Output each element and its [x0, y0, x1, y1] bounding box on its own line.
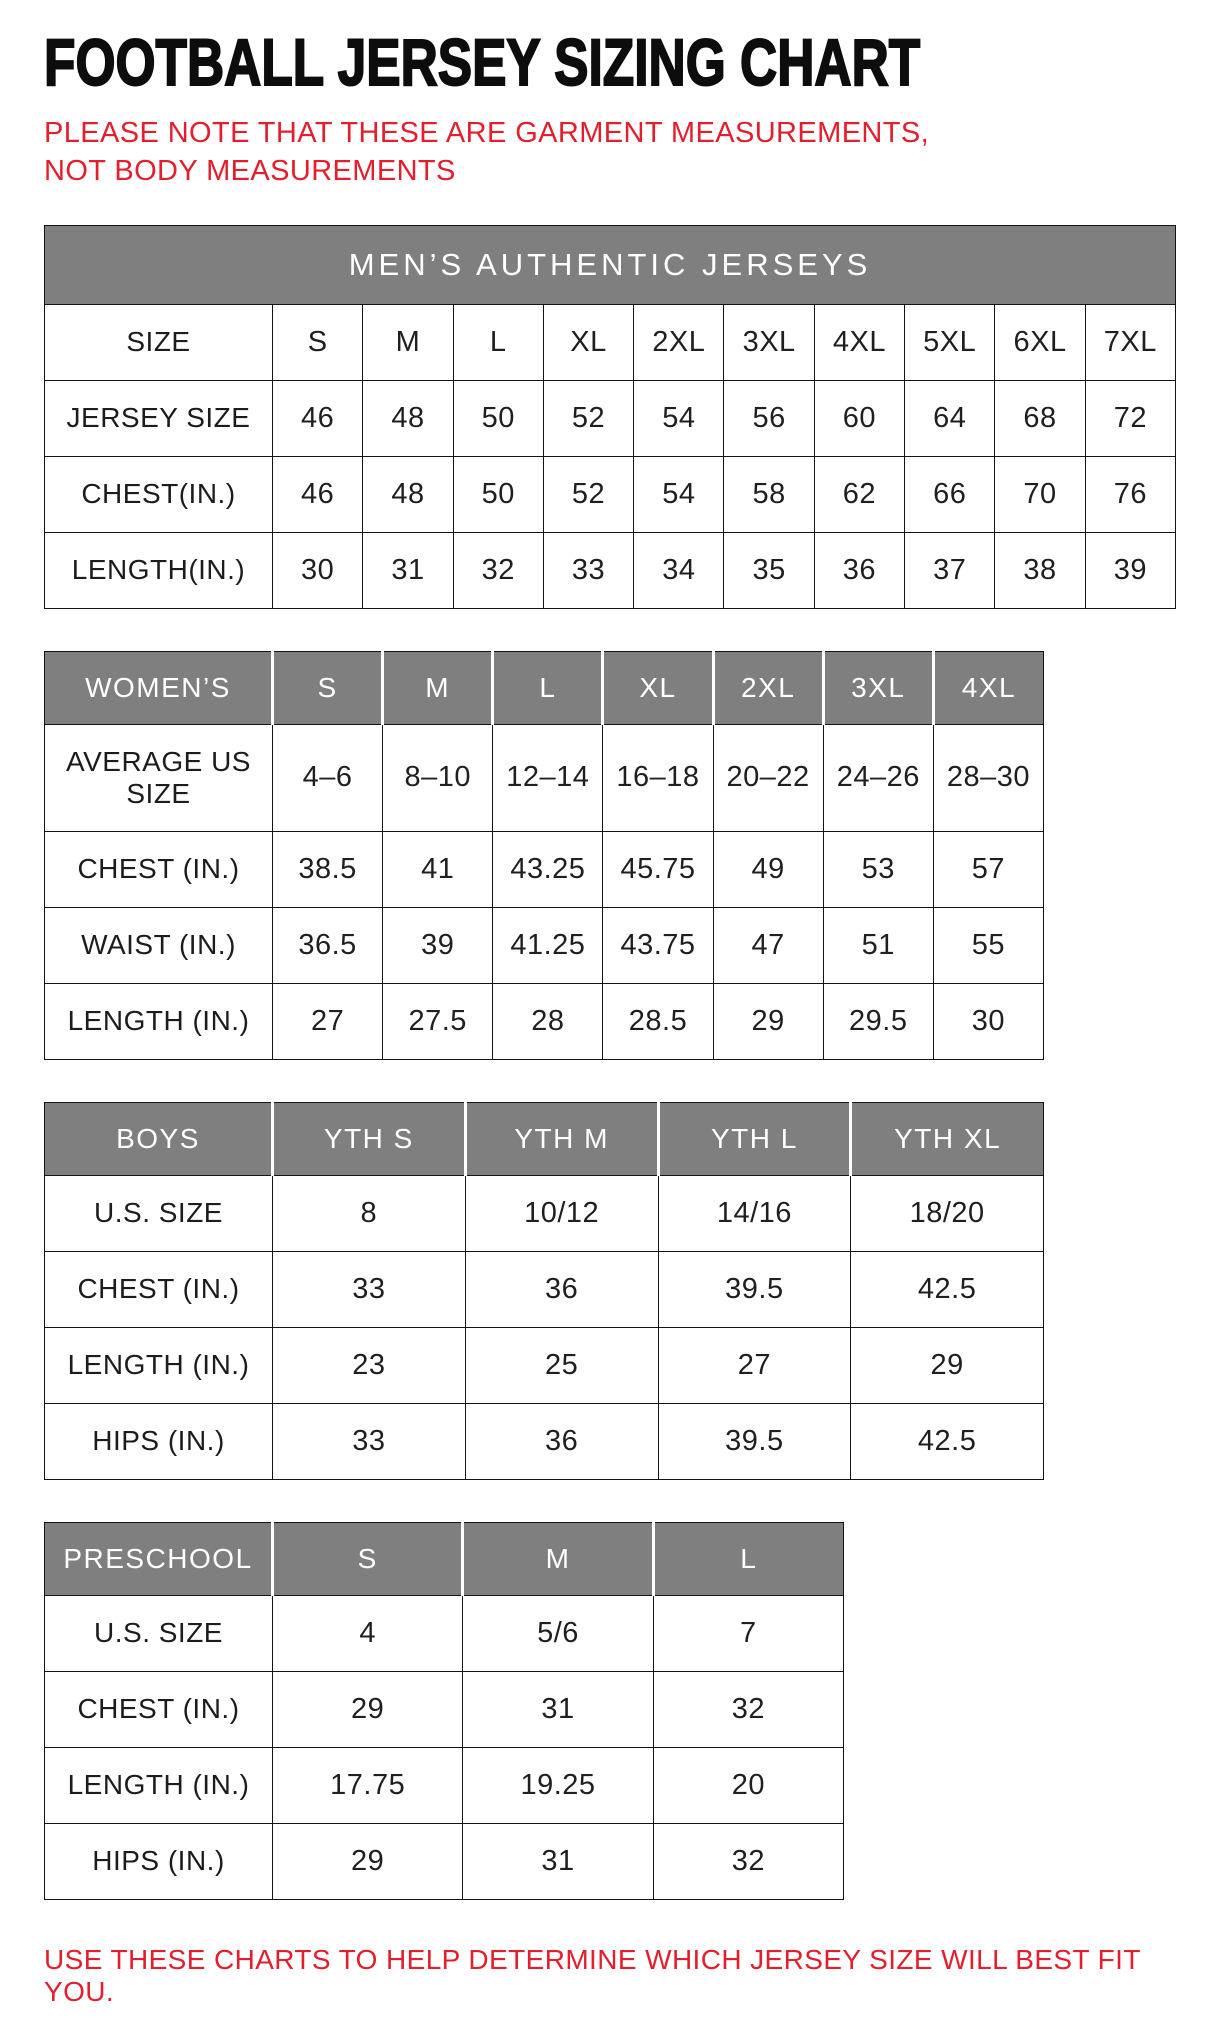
row-label: CHEST (IN.) [45, 1671, 273, 1747]
value-cell: 42.5 [851, 1403, 1044, 1479]
value-cell: 6XL [995, 304, 1085, 380]
row-label: HIPS (IN.) [45, 1403, 273, 1479]
value-cell: 39.5 [658, 1403, 851, 1479]
value-cell: 58 [724, 456, 814, 532]
value-cell: 48 [363, 380, 453, 456]
value-cell: 29 [273, 1823, 463, 1899]
value-cell: 50 [453, 456, 543, 532]
page-title: FOOTBALL JERSEY SIZING CHART [44, 25, 921, 99]
value-cell: S [273, 304, 363, 380]
boys-table-label: BOYS [45, 1102, 273, 1175]
womens-table-row [45, 983, 1044, 1059]
value-cell: 2XL [634, 304, 724, 380]
value-cell: 53 [823, 831, 933, 907]
value-cell: 29 [713, 983, 823, 1059]
value-cell: 36.5 [273, 907, 383, 983]
value-cell: 43.75 [603, 907, 713, 983]
size-header-cell: 3XL [823, 651, 933, 724]
value-cell: 33 [543, 532, 633, 608]
row-label: CHEST(IN.) [45, 456, 273, 532]
value-cell: 16–18 [603, 724, 713, 831]
value-cell: 29.5 [823, 983, 933, 1059]
mens-table-title-row [45, 225, 1176, 304]
value-cell: 28.5 [603, 983, 713, 1059]
value-cell: 39.5 [658, 1251, 851, 1327]
value-cell: 72 [1085, 380, 1175, 456]
value-cell: L [453, 304, 543, 380]
mens-table-row [45, 304, 1176, 380]
value-cell: 50 [453, 380, 543, 456]
value-cell: 14/16 [658, 1175, 851, 1251]
value-cell: 27 [658, 1327, 851, 1403]
value-cell: 20 [653, 1747, 843, 1823]
row-label: CHEST (IN.) [45, 831, 273, 907]
value-cell: 51 [823, 907, 933, 983]
mens-table-row [45, 456, 1176, 532]
value-cell: 25 [465, 1327, 658, 1403]
value-cell: 42.5 [851, 1251, 1044, 1327]
preschool-table-body [45, 1522, 844, 1899]
size-header-cell: XL [603, 651, 713, 724]
row-label: WAIST (IN.) [45, 907, 273, 983]
value-cell: M [363, 304, 453, 380]
value-cell: 27.5 [383, 983, 493, 1059]
row-label: AVERAGE US SIZE [45, 724, 273, 831]
value-cell: 76 [1085, 456, 1175, 532]
value-cell: 20–22 [713, 724, 823, 831]
womens-table-row [45, 724, 1044, 831]
boys-table-row [45, 1403, 1044, 1479]
size-header-cell: 2XL [713, 651, 823, 724]
size-header-cell: M [383, 651, 493, 724]
value-cell: 52 [543, 456, 633, 532]
boys-sizing-table [44, 1102, 1044, 1480]
row-label: CHEST (IN.) [45, 1251, 273, 1327]
preschool-table-row [45, 1671, 844, 1747]
boys-table-row [45, 1327, 1044, 1403]
value-cell: 33 [273, 1403, 466, 1479]
value-cell: 37 [905, 532, 995, 608]
value-cell: 55 [933, 907, 1043, 983]
womens-table-row [45, 907, 1044, 983]
value-cell: 64 [905, 380, 995, 456]
value-cell: 30 [933, 983, 1043, 1059]
value-cell: 4 [273, 1595, 463, 1671]
value-cell: 39 [1085, 532, 1175, 608]
value-cell: XL [543, 304, 633, 380]
value-cell: 56 [724, 380, 814, 456]
value-cell: 32 [453, 532, 543, 608]
value-cell: 39 [383, 907, 493, 983]
size-header-cell: YTH XL [851, 1102, 1044, 1175]
row-label: LENGTH (IN.) [45, 983, 273, 1059]
value-cell: 18/20 [851, 1175, 1044, 1251]
value-cell: 54 [634, 380, 724, 456]
value-cell: 57 [933, 831, 1043, 907]
value-cell: 31 [463, 1823, 653, 1899]
value-cell: 41.25 [493, 907, 603, 983]
value-cell: 32 [653, 1671, 843, 1747]
value-cell: 41 [383, 831, 493, 907]
value-cell: 38.5 [273, 831, 383, 907]
preschool-table-row [45, 1595, 844, 1671]
size-header-cell: L [653, 1522, 843, 1595]
value-cell: 47 [713, 907, 823, 983]
value-cell: 23 [273, 1327, 466, 1403]
value-cell: 36 [465, 1251, 658, 1327]
boys-header-row [45, 1102, 1044, 1175]
value-cell: 4–6 [273, 724, 383, 831]
mens-authentic-jerseys-table [44, 225, 1176, 609]
mens-table-row [45, 380, 1176, 456]
value-cell: 46 [273, 456, 363, 532]
value-cell: 5/6 [463, 1595, 653, 1671]
value-cell: 38 [995, 532, 1085, 608]
value-cell: 28 [493, 983, 603, 1059]
value-cell: 29 [851, 1327, 1044, 1403]
row-label: LENGTH (IN.) [45, 1327, 273, 1403]
value-cell: 35 [724, 532, 814, 608]
row-label: U.S. SIZE [45, 1175, 273, 1251]
value-cell: 7XL [1085, 304, 1175, 380]
value-cell: 68 [995, 380, 1085, 456]
preschool-table-row [45, 1747, 844, 1823]
value-cell: 30 [273, 532, 363, 608]
value-cell: 17.75 [273, 1747, 463, 1823]
value-cell: 70 [995, 456, 1085, 532]
value-cell: 36 [814, 532, 904, 608]
row-label: U.S. SIZE [45, 1595, 273, 1671]
row-label: LENGTH(IN.) [45, 532, 273, 608]
value-cell: 31 [463, 1671, 653, 1747]
mens-table-title: MEN’S AUTHENTIC JERSEYS [45, 225, 1176, 304]
value-cell: 10/12 [465, 1175, 658, 1251]
value-cell: 3XL [724, 304, 814, 380]
value-cell: 34 [634, 532, 724, 608]
value-cell: 66 [905, 456, 995, 532]
size-header-cell: YTH M [465, 1102, 658, 1175]
row-label: JERSEY SIZE [45, 380, 273, 456]
value-cell: 33 [273, 1251, 466, 1327]
value-cell: 32 [653, 1823, 843, 1899]
size-header-cell: L [493, 651, 603, 724]
boys-table-body [45, 1102, 1044, 1479]
value-cell: 31 [363, 532, 453, 608]
preschool-sizing-table [44, 1522, 844, 1900]
womens-table-body [45, 651, 1044, 1059]
womens-table-label: WOMEN’S [45, 651, 273, 724]
row-label: SIZE [45, 304, 273, 380]
footer-note: USE THESE CHARTS TO HELP DETERMINE WHICH JERSEY SIZE WILL BEST FIT YOU. [44, 1943, 1141, 2007]
boys-table-row [45, 1251, 1044, 1327]
mens-table-row [45, 532, 1176, 608]
value-cell: 29 [273, 1671, 463, 1747]
size-header-cell: M [463, 1522, 653, 1595]
size-header-cell: YTH L [658, 1102, 851, 1175]
preschool-table-row [45, 1823, 844, 1899]
size-header-cell: 4XL [933, 651, 1043, 724]
preschool-table-label: PRESCHOOL [45, 1522, 273, 1595]
value-cell: 43.25 [493, 831, 603, 907]
womens-sizing-table [44, 651, 1044, 1060]
value-cell: 52 [543, 380, 633, 456]
value-cell: 62 [814, 456, 904, 532]
value-cell: 28–30 [933, 724, 1043, 831]
value-cell: 36 [465, 1403, 658, 1479]
value-cell: 45.75 [603, 831, 713, 907]
row-label: LENGTH (IN.) [45, 1747, 273, 1823]
value-cell: 12–14 [493, 724, 603, 831]
row-label: HIPS (IN.) [45, 1823, 273, 1899]
value-cell: 19.25 [463, 1747, 653, 1823]
womens-header-row [45, 651, 1044, 724]
value-cell: 4XL [814, 304, 904, 380]
womens-table-row [45, 831, 1044, 907]
mens-table-body [45, 304, 1176, 608]
value-cell: 49 [713, 831, 823, 907]
value-cell: 8–10 [383, 724, 493, 831]
value-cell: 60 [814, 380, 904, 456]
size-header-cell: S [273, 1522, 463, 1595]
value-cell: 48 [363, 456, 453, 532]
value-cell: 27 [273, 983, 383, 1059]
boys-table-row [45, 1175, 1044, 1251]
value-cell: 7 [653, 1595, 843, 1671]
value-cell: 8 [273, 1175, 466, 1251]
garment-measurement-note: PLEASE NOTE THAT THESE ARE GARMENT MEASUREMENTS, NOT BODY MEASUREMENTS [44, 117, 930, 188]
size-header-cell: YTH S [273, 1102, 466, 1175]
value-cell: 54 [634, 456, 724, 532]
value-cell: 5XL [905, 304, 995, 380]
value-cell: 46 [273, 380, 363, 456]
size-header-cell: S [273, 651, 383, 724]
value-cell: 24–26 [823, 724, 933, 831]
preschool-header-row [45, 1522, 844, 1595]
